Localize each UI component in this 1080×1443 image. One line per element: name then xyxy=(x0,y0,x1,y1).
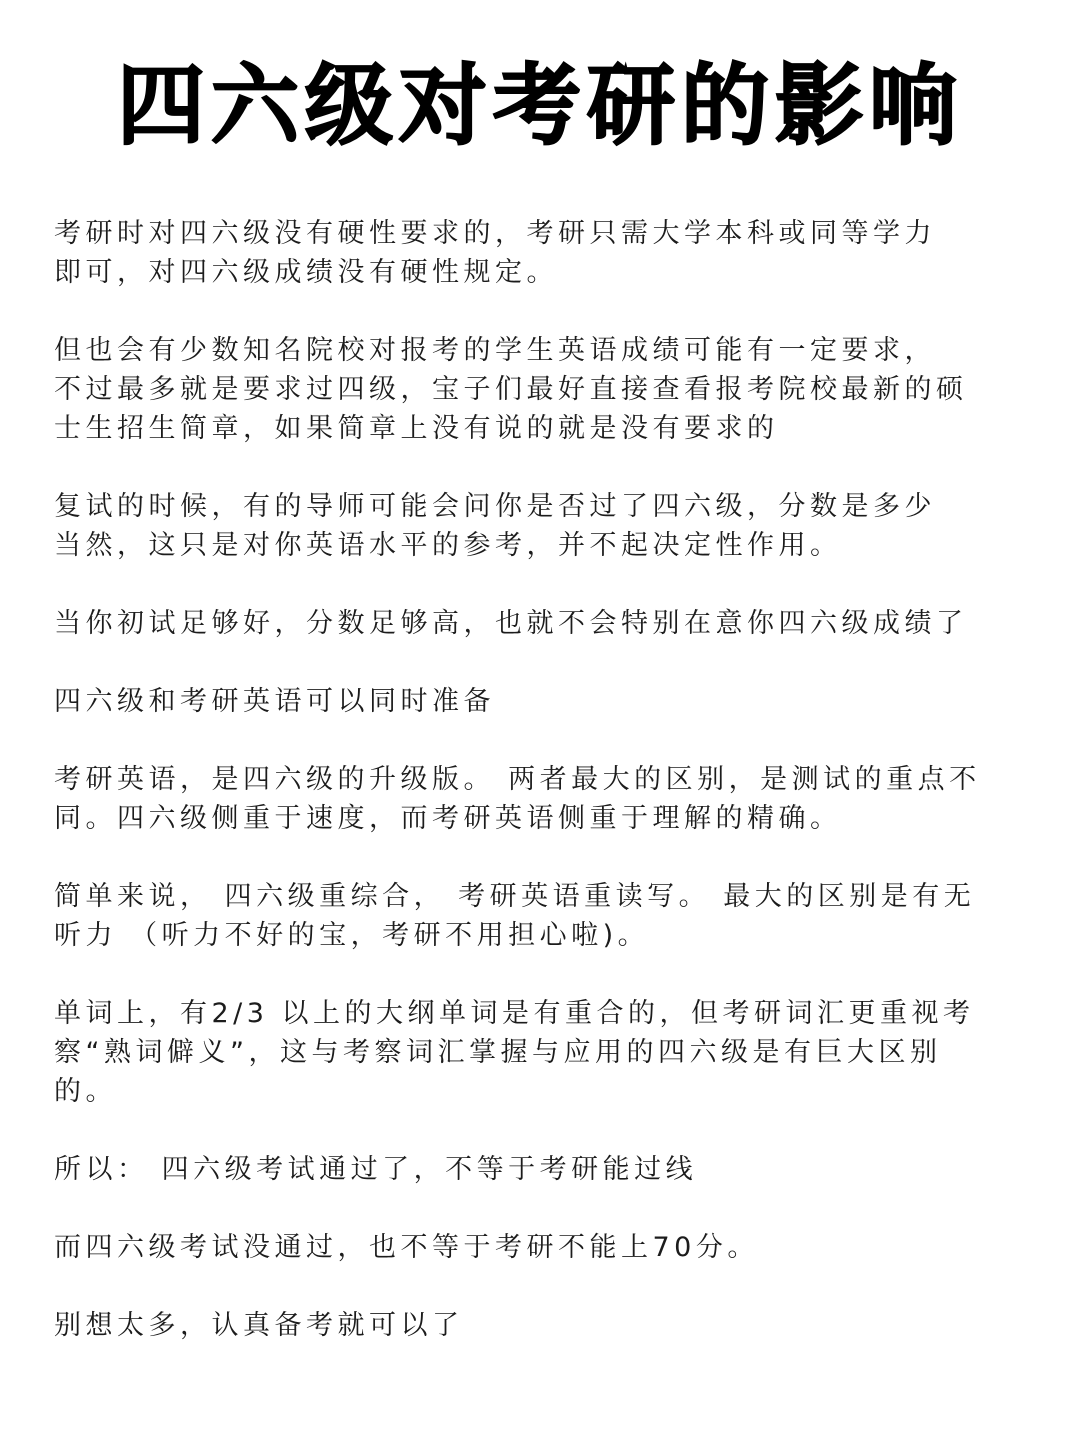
paragraph-prepare-together: 四六级和考研英语可以同时准备 xyxy=(54,686,495,717)
paragraph-closing: 别想太多，认真备考就可以了 xyxy=(54,1310,464,1341)
paragraph-retest: 复试的时候，有的导师可能会问你是否过了四六级，分数是多少 当然，这只是对你英语水平的参考，并不起决定性作用。 xyxy=(54,491,936,561)
paragraph-simple-summary: 简单来说， 四六级重综合， 考研英语重读写。 最大的区别是有无 听力 （听力不好的宝，考研不用担心啦)。 xyxy=(54,881,976,951)
paragraph-school-requirement: 但也会有少数知名院校对报考的学生英语成绩可能有一定要求， 不过最多就是要求过四级，宝子们最好直接查看报考院校最新的硕 士生招生简章，如果简章上没有说的就是没有要求的 xyxy=(54,335,968,444)
paragraph-upgrade: 考研英语，是四六级的升级版。 两者最大的区别，是测试的重点不 同。四六级侧重于速度，而考研英语侧重于理解的精确。 xyxy=(54,764,981,834)
paragraph-requirement: 考研时对四六级没有硬性要求的，考研只需大学本科或同等学力 即可，对四六级成绩没有硬性规定。 xyxy=(54,218,936,288)
paragraph-conclusion-fail: 而四六级考试没通过，也不等于考研不能上70分。 xyxy=(54,1232,759,1263)
paragraph-initial-exam: 当你初试足够好，分数足够高，也就不会特别在意你四六级成绩了 xyxy=(54,608,968,639)
page-title: 四六级对考研的影响 xyxy=(116,54,963,157)
paragraph-conclusion-pass: 所以： 四六级考试通过了，不等于考研能过线 xyxy=(54,1154,698,1185)
paragraph-vocabulary: 单词上，有2/3 以上的大纲单词是有重合的，但考研词汇更重视考 察“熟词僻义”，这与考察词汇掌握与应用的四六级是有巨大区别 的。 xyxy=(54,998,975,1107)
